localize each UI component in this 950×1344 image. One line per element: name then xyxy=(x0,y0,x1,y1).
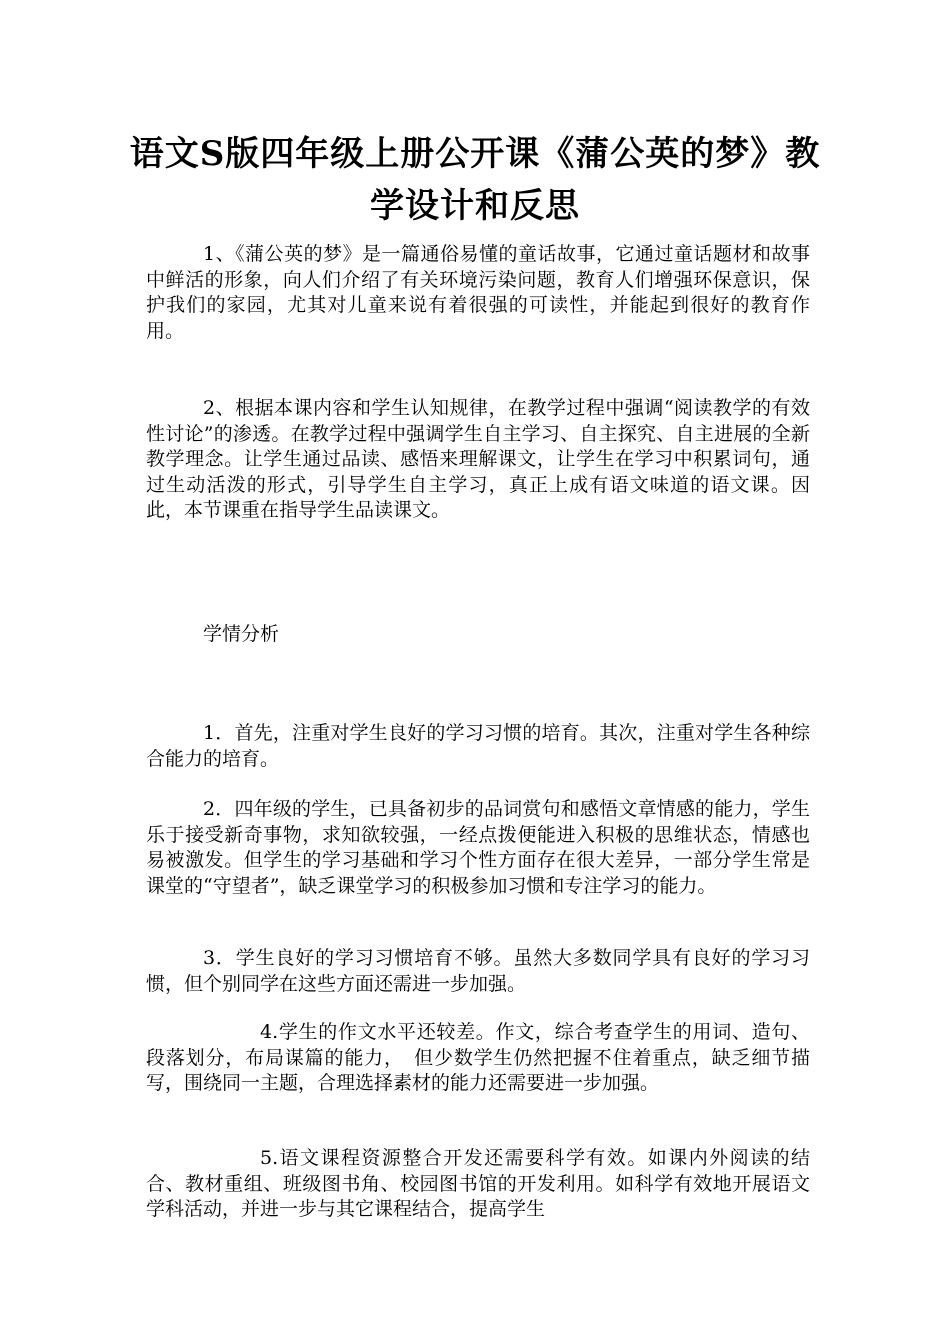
intro-paragraph-1: 1、《蒲公英的梦》是一篇通俗易懂的童话故事，它通过童话题材和故事中鲜活的形象，向人们介绍了有关环境污染问题，教育人们增强环保意识，保护我们的家园，尤其对儿童来说有着很强的可读性，并能起到很好的教育作用。 xyxy=(146,243,810,342)
section-heading: 学情分析 xyxy=(203,623,280,645)
analysis-paragraph-5: 5.语文课程资源整合开发还需要科学有效。如课内外阅读的结合、教材重组、班级图书角、校园图书馆的开发利用。如科学有效地开展语文学科活动，并进一步与其它课程结合，提高学生 xyxy=(146,1147,810,1220)
document-title: 语文S版四年级上册公开课《蒲公英的梦》教学设计和反思 xyxy=(129,134,821,226)
intro-paragraph-2: 2、根据本课内容和学生认知规律，在教学过程中强调“阅读教学的有效性讨论”的渗透。在教学过程中强调学生自主学习、自主探究、自主进展的全新教学理念。让学生通过品读、感悟来理解课文，让学生在学习中积累词句，通过生动活泼的形式，引导学生自主学习，真正上成有语文味道的语文课。因此，本节课重在指导学生品读课文。 xyxy=(146,397,810,521)
analysis-paragraph-3: 3．学生良好的学习习惯培育不够。虽然大多数同学具有良好的学习习惯，但个别同学在这些方面还需进一步加强。 xyxy=(146,947,810,995)
analysis-paragraph-1: 1．首先，注重对学生良好的学习习惯的培育。其次，注重对学生各种综合能力的培育。 xyxy=(146,722,810,770)
analysis-paragraph-2: 2．四年级的学生，已具备初步的品词赏句和感悟文章情感的能力，学生乐于接受新奇事物，求知欲较强，一经点拨便能进入积极的思维状态，情感也易被激发。但学生的学习基础和学习个性方面存在很大差异，一部分学生常是课堂的“守望者”，缺乏课堂学习的积极参加习惯和专注学习的能力。 xyxy=(146,798,810,897)
analysis-paragraph-4: 4.学生的作文水平还较差。作文，综合考查学生的用词、造句、段落划分，布局谋篇的能力， 但少数学生仍然把握不住着重点，缺乏细节描写，围绕同一主题，合理选择素材的能力还需要进一步加强。 xyxy=(146,1021,810,1094)
